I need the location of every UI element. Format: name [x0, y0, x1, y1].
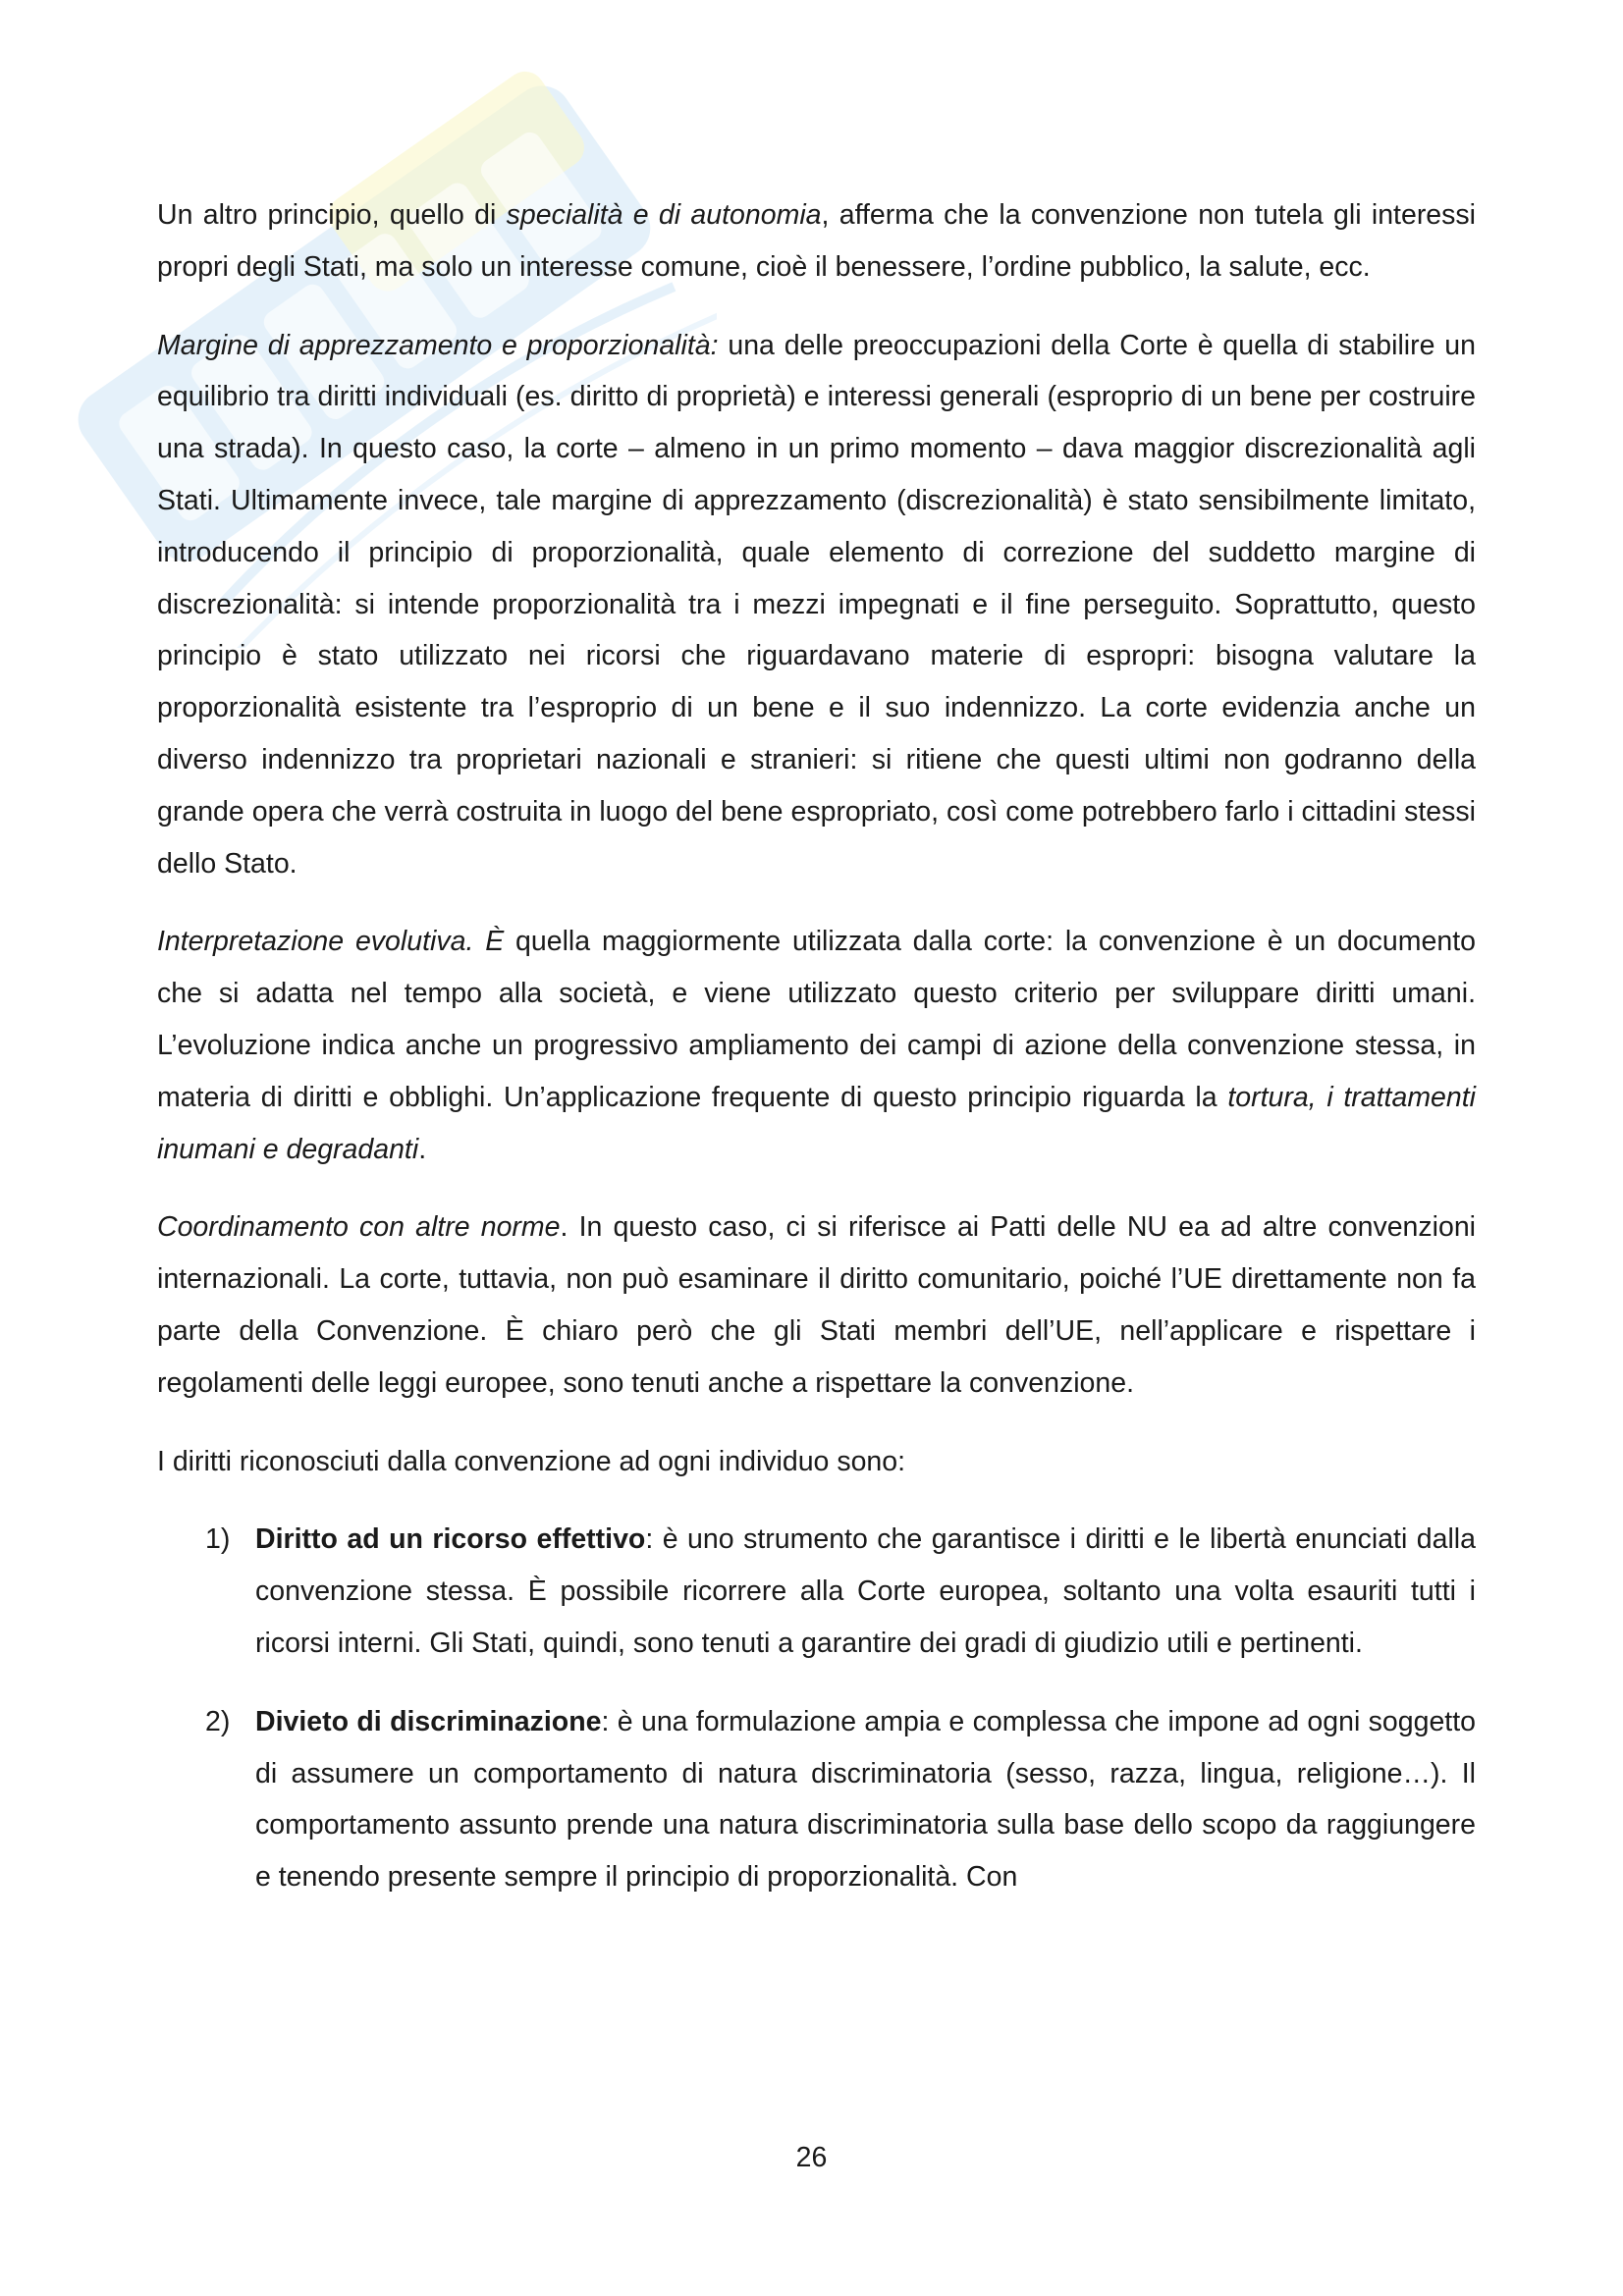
text-run: .	[418, 1133, 427, 1165]
text-run: una delle preoccupazioni della Corte è quella di stabilire un equilibrio tra diritti individuali (es. diritto di proprietà) e interessi generali (esproprio di un bene per costruire una strada). In questo caso, la corte – almeno in un primo momento – dava maggior discrezionalità agli Stati. Ultimamente invece, tale margine di apprezzamento (discrezionalità) è stato sensibilmente limitato, introducendo il principio di proporzionalità, quale elemento di correzione del suddetto margine di discrezionalità: si intende proporzionalità tra i mezzi impegnati e il fine perseguito. Soprattutto, questo principio è stato utilizzato nei ricorsi che riguardavano materie di espropri: bisogna valutare la proporzionalità esistente tra l’esproprio di un bene e il suo indennizzo. La corte evidenzia anche un diverso indennizzo tra proprietari nazionali e stranieri: si ritiene che questi ultimi non godranno della grande opera che verrà costruita in luogo del bene espropriato, così come potrebbero farlo i cittadini stessi dello Stato.	[157, 329, 1476, 880]
paragraph	[157, 1436, 1476, 1488]
paragraph	[157, 916, 1476, 1175]
italic-text: Interpretazione evolutiva. È	[157, 926, 516, 958]
text-run: I diritti riconosciuti dalla convenzione ad ogni individuo sono:	[157, 1445, 906, 1477]
paragraphs	[157, 189, 1476, 1487]
paragraph	[157, 189, 1476, 294]
list-item-title: Diritto ad un ricorso effettivo	[255, 1523, 646, 1556]
list-number: 2)	[205, 1705, 231, 1737]
list-item-text: : è uno strumento che garantisce i diritti e le libertà enunciati dalla convenzione stessa. È possibile ricorrere alla Corte europea, soltanto una volta esauriti tutti i ricorsi interni. Gli Stati, quindi, sono tenuti a garantire dei gradi di giudizio utili e pertinenti.	[255, 1523, 1476, 1659]
list-item-text: : è una formulazione ampia e complessa che impone ad ogni soggetto di assumere un comportamento di natura discriminatoria (sesso, razza, lingua, religione…). Il comportamento assunto prende una natura discriminatoria sulla base dello scopo da raggiungere e tenendo presente sempre il principio di proporzionalità. Con	[255, 1705, 1476, 1894]
paragraph	[157, 320, 1476, 890]
rights-list	[157, 1514, 1476, 1903]
italic-text: Coordinamento con altre norme	[157, 1211, 561, 1244]
italic-text: Margine di apprezzamento e proporzionalità:	[157, 329, 719, 361]
text-run: quella maggiormente utilizzata dalla corte: la convenzione è un documento che si adatta nel tempo alla società, e viene utilizzato questo criterio per sviluppare diritti umani. L’evoluzione indica anche un progressivo ampliamento dei campi di azione della convenzione stessa, in materia di diritti e obblighi. Un’applicazione frequente di questo principio riguarda la	[157, 926, 1476, 1113]
list-number: 1)	[205, 1523, 231, 1556]
paragraph	[157, 1201, 1476, 1409]
list-item	[157, 1696, 1476, 1903]
italic-text: specialità e di autonomia	[506, 199, 822, 231]
list-item-title: Divieto di discriminazione	[255, 1705, 602, 1737]
text-run: , afferma che la convenzione non tutela gli interessi propri degli Stati, ma solo un interesse comune, cioè il benessere, l’ordine pubblico, la salute, ecc.	[157, 199, 1476, 283]
italic-text: tortura, i trattamenti inumani e degradanti	[157, 1081, 1477, 1165]
text-run: Un altro principio, quello di	[157, 199, 507, 231]
list-item	[157, 1514, 1476, 1669]
page-number: 26	[795, 2142, 828, 2173]
document-body	[157, 189, 1476, 1930]
text-run: . In questo caso, ci si riferisce ai Patti delle NU ea ad altre convenzioni internazionali. La corte, tuttavia, non può esaminare il diritto comunitario, poiché l’UE direttamente non fa parte della Convenzione. È chiaro però che gli Stati membri dell’UE, nell’applicare e rispettare i regolamenti delle leggi europee, sono tenuti anche a rispettare la convenzione.	[157, 1211, 1477, 1399]
